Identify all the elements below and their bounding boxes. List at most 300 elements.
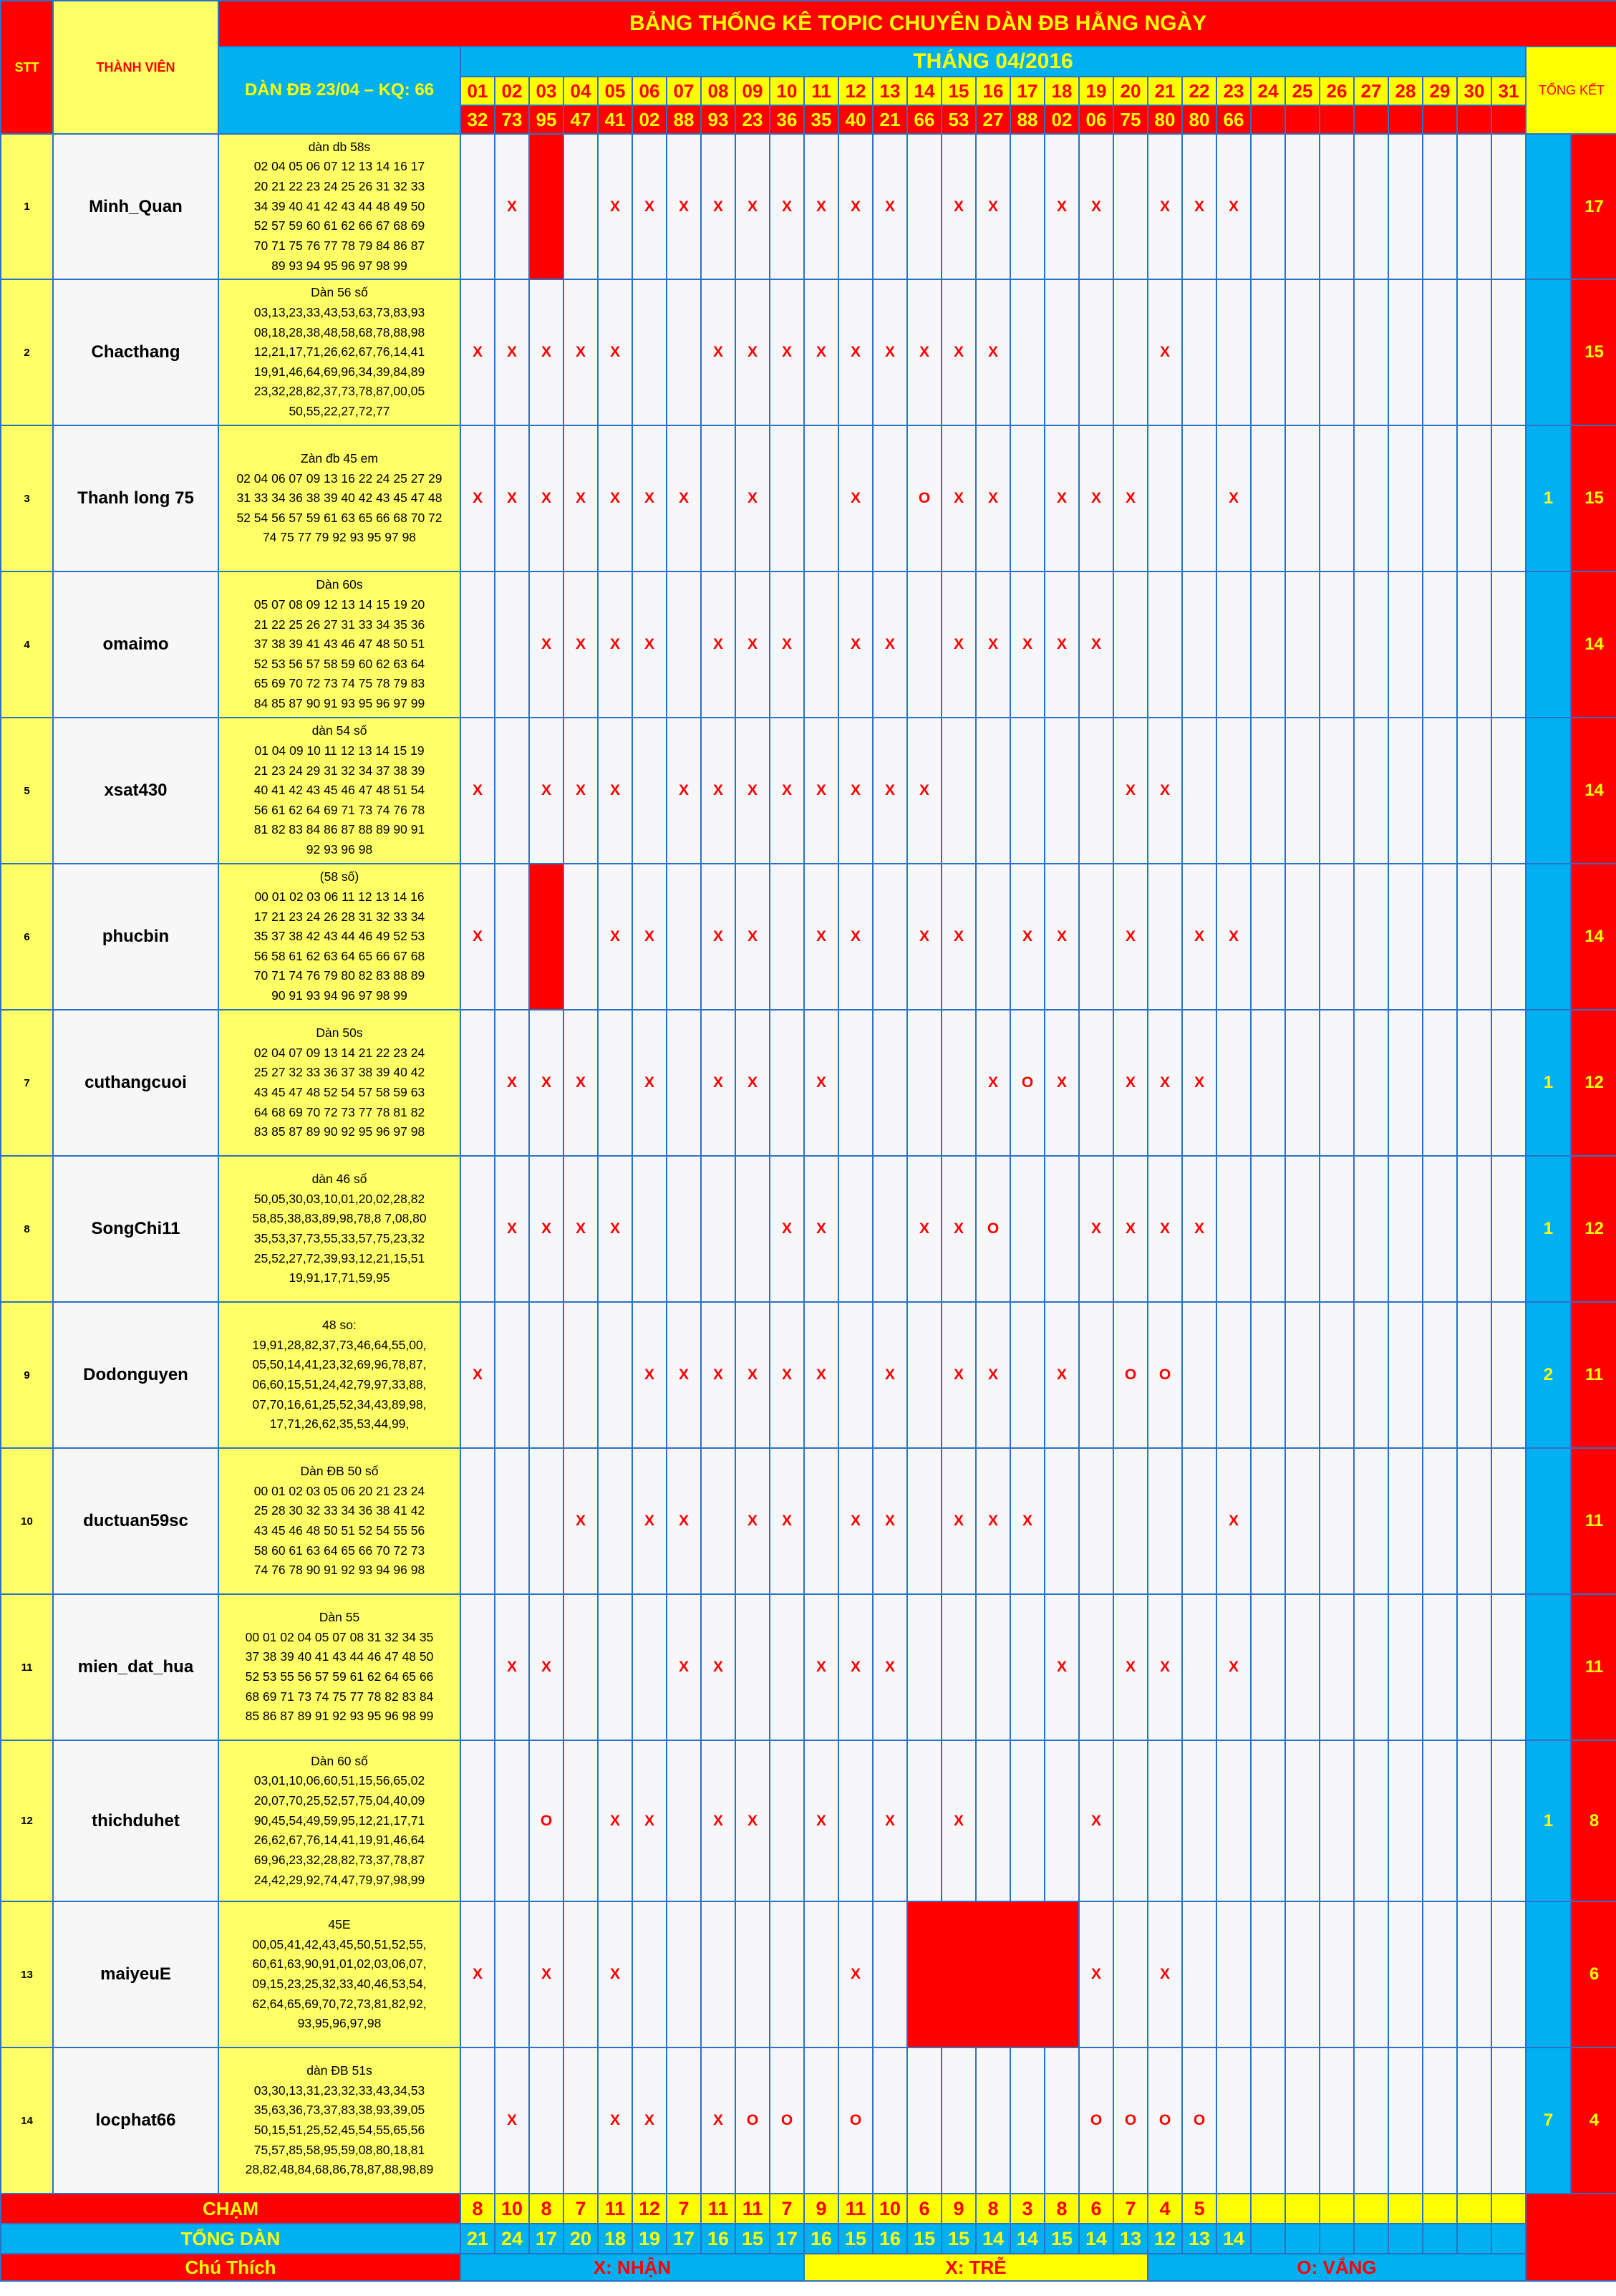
mark-cell: X [1079,1901,1113,2047]
mark-cell [460,1740,495,1901]
mark-cell [1354,1302,1388,1448]
mark-cell [838,1740,873,1901]
mark-cell [1388,425,1423,571]
mark-cell: X [1148,1156,1182,1302]
mark-cell: X [632,1740,667,1901]
mark-cell: X [942,134,976,279]
mark-cell: X [770,1156,804,1302]
tong-dan-cell: 15 [735,2224,770,2254]
dan-line: 19,91,17,71,59,95 [289,1270,390,1286]
mark-cell: X [838,134,873,279]
mark-cell [1388,1156,1423,1302]
score-1: 2 [1526,1302,1571,1448]
mark-cell [667,571,701,718]
stt-cell: 2 [1,279,53,425]
cham-cell: 7 [563,2194,598,2224]
mark-cell: X [770,571,804,718]
mark-cell [1354,1740,1388,1901]
dan-line: 50,05,30,03,10,01,20,02,28,82 [253,1191,425,1206]
mark-cell: X [529,718,563,864]
mark-cell: X [907,718,942,864]
mark-cell: X [460,279,495,425]
mark-cell: X [770,718,804,864]
dan-line: dàn db 58s [308,139,371,154]
tong-dan-cell: 14 [1010,2224,1045,2254]
result-cell: 35 [804,105,838,134]
mark-cell [1079,864,1113,1010]
mark-cell [1457,1594,1491,1740]
mark-cell [1491,1302,1526,1448]
mark-cell [1320,1901,1354,2047]
mark-cell: X [873,1448,907,1594]
mark-cell: X [701,134,735,279]
tong-dan-cell: 16 [804,2224,838,2254]
dan-list [218,571,460,718]
score-2: 14 [1571,864,1616,1010]
dan-line: 70 71 74 76 79 80 82 83 88 89 [253,968,425,983]
result-cell: 88 [667,105,701,134]
tong-dan-cell: 15 [1045,2224,1079,2254]
day-header: 10 [770,77,804,105]
mark-cell [770,425,804,571]
mark-cell: X [1010,1448,1045,1594]
mark-cell [1182,1740,1216,1901]
mark-cell [1010,1594,1045,1740]
score-2: 12 [1571,1156,1616,1302]
day-header: 01 [460,77,495,105]
result-cell: 53 [942,105,976,134]
mark-cell: X [838,571,873,718]
mark-cell: X [632,1448,667,1594]
dan-line: Dàn 56 số [311,285,368,300]
mark-cell: X [907,1156,942,1302]
mark-cell [1423,1156,1457,1302]
total-header: TỔNG KẾT [1526,47,1616,134]
mark-cell [1182,571,1216,718]
dan-line: 65 69 70 72 73 74 75 78 79 83 [253,676,425,691]
mark-cell [460,1594,495,1740]
mark-cell [667,1901,701,2047]
mark-cell: X [1182,1156,1216,1302]
mark-cell [1491,1740,1526,1901]
dan-line: 00 01 02 04 05 07 08 31 32 34 35 [245,1629,434,1644]
day-header: 08 [701,77,735,105]
cham-cell [1354,2194,1388,2224]
cham-cell [1491,2194,1526,2224]
mark-cell: X [1113,425,1148,571]
score-1: 7 [1526,2047,1571,2194]
stt-cell: 3 [1,425,53,571]
cham-cell: 7 [1113,2194,1148,2224]
mark-cell: X [838,864,873,1010]
legend-vang: O: VẮNG [1148,2254,1526,2281]
table-row [1,1901,1616,2047]
score-1 [1526,1448,1571,1594]
tong-dan-cell: 12 [1148,2224,1182,2254]
mark-cell: X [495,279,529,425]
mark-cell [563,1594,598,1740]
mark-cell: X [1079,425,1113,571]
mark-cell: X [1182,864,1216,1010]
mark-cell [632,279,667,425]
dan-line: 09,15,23,25,32,33,40,46,53,54, [252,1977,427,1991]
score-2: 14 [1571,718,1616,864]
mark-cell [1457,1302,1491,1448]
score-1: 1 [1526,425,1571,571]
result-cell: 27 [976,105,1010,134]
mark-cell [1251,718,1285,864]
mark-cell: X [1045,571,1079,718]
mark-cell [495,718,529,864]
mark-cell [1491,1156,1526,1302]
tong-dan-cell [1457,2224,1491,2254]
member-name: omaimo [53,571,218,718]
dan-line: Dàn 60 số [311,1753,368,1768]
mark-cell [907,1448,942,1594]
mark-cell: X [1113,1594,1148,1740]
mark-cell [873,1156,907,1302]
mark-cell: X [598,1901,632,2047]
mark-cell [1457,1901,1491,2047]
mark-cell [1251,279,1285,425]
mark-cell: X [873,1302,907,1448]
score-1 [1526,1901,1571,2047]
mark-cell [1320,279,1354,425]
mark-cell [1251,2047,1285,2194]
dan-line: 70 71 75 76 77 78 79 84 86 87 [253,238,425,253]
mark-cell [1148,571,1182,718]
cham-cell: 12 [632,2194,667,2224]
mark-cell [1491,1010,1526,1156]
member-name: mien_dat_hua [53,1594,218,1740]
mark-cell: X [563,425,598,571]
mark-cell [1148,1448,1182,1594]
dan-line: 12,21,17,71,26,62,67,76,14,41 [253,344,425,360]
mark-cell [907,1594,942,1740]
mark-cell: X [873,134,907,279]
mark-cell [1148,864,1182,1010]
mark-cell [1182,425,1216,571]
result-cell [1354,105,1388,134]
mark-cell: X [598,718,632,864]
mark-cell [804,571,838,718]
tong-dan-cell: 14 [976,2224,1010,2254]
day-header: 15 [942,77,976,105]
dan-header: DÀN ĐB 23/04 – KQ: 66 [218,47,460,134]
stt-cell: 4 [1,571,53,718]
mark-cell [1010,718,1045,864]
result-cell: 02 [632,105,667,134]
dan-line: 40 41 42 43 45 46 47 48 51 54 [253,783,425,798]
mark-cell [838,1302,873,1448]
dan-line: 21 23 24 29 31 32 34 37 38 39 [253,763,425,778]
mark-cell [460,1156,495,1302]
stt-cell: 9 [1,1302,53,1448]
dan-line: 64 68 69 70 72 73 77 78 81 82 [253,1104,425,1119]
day-header: 16 [976,77,1010,105]
tong-dan-cell: 15 [838,2224,873,2254]
mark-cell: X [701,1740,735,1901]
mark-cell [632,1594,667,1740]
mark-cell [1216,1740,1251,1901]
table-row [1,279,1616,425]
dan-line: 56 61 62 64 69 71 73 74 76 78 [253,802,425,817]
day-header: 06 [632,77,667,105]
day-header: 17 [1010,77,1045,105]
table-row [1,1594,1616,1740]
dan-line: 19,91,28,82,37,73,46,64,55,00, [252,1337,427,1352]
mark-cell [1216,2047,1251,2194]
mark-cell [770,1010,804,1156]
day-header: 11 [804,77,838,105]
mark-cell: X [1216,1594,1251,1740]
mark-cell [495,571,529,718]
mark-cell: X [667,1594,701,1740]
cham-cell: 5 [1182,2194,1216,2224]
dan-line: 50,55,22,27,72,77 [289,404,390,419]
mark-cell: X [873,279,907,425]
dan-line: 35 37 38 42 43 44 46 49 52 53 [253,929,425,944]
stt-cell: 14 [1,2047,53,2194]
day-header: 20 [1113,77,1148,105]
mark-cell [1045,2047,1079,2194]
dan-line: 37 38 39 40 41 43 44 46 47 48 50 [245,1649,434,1664]
dan-line: dàn ĐB 51s [306,2063,372,2078]
mark-cell [1388,718,1423,864]
mark-cell: X [1182,1010,1216,1156]
mark-cell [1423,279,1457,425]
mark-cell: X [529,425,563,571]
mark-cell [1285,279,1320,425]
mark-cell [1251,864,1285,1010]
mark-cell [495,1901,529,2047]
mark-cell [976,864,1010,1010]
mark-cell [460,2047,495,2194]
tong-dan-cell: 16 [873,2224,907,2254]
mark-cell [1388,1740,1423,1901]
mark-cell [1182,1448,1216,1594]
mark-cell [1354,571,1388,718]
tong-dan-cell [1491,2224,1526,2254]
result-cell: 73 [495,105,529,134]
mark-cell: X [942,864,976,1010]
mark-cell: X [1045,1594,1079,1740]
dan-line: 60,61,63,90,91,01,02,03,06,07, [252,1957,427,1972]
mark-cell [1113,1901,1148,2047]
dan-line: 03,01,10,06,60,51,15,56,65,02 [253,1773,425,1788]
mark-cell: X [1010,571,1045,718]
tong-dan-cell: 19 [632,2224,667,2254]
tong-dan-cell: 16 [701,2224,735,2254]
day-header: 24 [1251,77,1285,105]
cham-cell: 8 [529,2194,563,2224]
mark-cell: X [598,1740,632,1901]
mark-cell [942,2047,976,2194]
mark-cell [598,1594,632,1740]
table-row [1,1010,1616,1156]
tong-dan-cell: 13 [1113,2224,1148,2254]
table-row [1,864,1616,1010]
member-name: Minh_Quan [53,134,218,279]
mark-cell [701,1901,735,2047]
mark-cell [976,1740,1010,1901]
mark-cell: O [1113,2047,1148,2194]
mark-cell: X [1045,134,1079,279]
score-1 [1526,571,1571,718]
cham-cell: 9 [942,2194,976,2224]
mark-cell: X [1045,1302,1079,1448]
day-header: 28 [1388,77,1423,105]
dan-list [218,134,460,279]
month-label: THÁNG 04/2016 [460,47,1526,77]
dan-line: 68 69 71 73 74 75 77 78 82 83 84 [245,1689,434,1704]
mark-cell [1320,2047,1354,2194]
day-header: 25 [1285,77,1320,105]
mark-cell [1388,279,1423,425]
mark-cell [1251,1901,1285,2047]
mark-cell [770,1594,804,1740]
mark-cell [873,1901,907,2047]
tong-dan-cell: 18 [598,2224,632,2254]
mark-cell: X [529,571,563,718]
mark-cell [1148,1740,1182,1901]
mark-cell [735,1594,770,1740]
mark-cell [1079,1448,1113,1594]
mark-cell [1251,1594,1285,1740]
mark-cell [1423,1901,1457,2047]
day-header: 02 [495,77,529,105]
mark-cell [1457,1740,1491,1901]
cham-cell [1285,2194,1320,2224]
legend-nhan: X: NHẬN [460,2254,804,2281]
dan-line: 52 54 56 57 59 61 63 65 66 68 70 72 [236,510,442,525]
cham-cell: 11 [598,2194,632,2224]
mark-cell [563,1901,598,2047]
mark-cell [495,1740,529,1901]
dan-line: 89 93 94 95 96 97 98 99 [271,258,407,273]
mark-cell: X [770,279,804,425]
mark-cell: X [942,1302,976,1448]
dan-line: 08,18,28,38,48,58,68,78,88,98 [253,324,425,339]
tong-dan-cell: 17 [667,2224,701,2254]
dan-line: 00,05,41,42,43,45,50,51,52,55, [252,1936,427,1952]
score-2: 17 [1571,134,1616,279]
mark-cell [632,718,667,864]
dan-line: Dàn ĐB 50 số [300,1464,379,1479]
mark-cell [770,1901,804,2047]
result-cell [1491,105,1526,134]
mark-cell [1491,425,1526,571]
mark-cell [873,425,907,571]
mark-cell: X [1113,1156,1148,1302]
tong-dan-cell [1423,2224,1457,2254]
mark-cell [529,1448,563,1594]
mark-cell: X [598,864,632,1010]
mark-cell [907,1010,942,1156]
dan-line: 06,60,15,51,24,42,79,97,33,88, [252,1377,427,1391]
mark-cell [1010,1156,1045,1302]
mark-cell: X [907,279,942,425]
result-cell: 32 [460,105,495,134]
tong-dan-cell: 17 [529,2224,563,2254]
mark-cell [632,1901,667,2047]
mark-cell [563,134,598,279]
mark-cell [1491,864,1526,1010]
mark-cell [1182,1901,1216,2047]
mark-cell: X [976,425,1010,571]
dan-line: 03,30,13,31,23,32,33,43,34,53 [253,2083,425,2098]
dan-list [218,1901,460,2047]
mark-cell [1320,1448,1354,1594]
mark-cell: X [667,1302,701,1448]
mark-cell [1285,1302,1320,1448]
chu-thich-label: Chú Thích [1,2254,460,2281]
mark-cell [1320,425,1354,571]
tong-dan-cell: 24 [495,2224,529,2254]
table-row [1,1156,1616,1302]
mark-cell: X [770,134,804,279]
mark-cell: X [1079,571,1113,718]
mark-cell: X [1079,1740,1113,1901]
mark-cell: X [1148,1901,1182,2047]
mark-cell: X [1010,864,1045,1010]
mark-cell [1045,718,1079,864]
cham-cell: 7 [667,2194,701,2224]
cham-cell: 8 [976,2194,1010,2224]
mark-cell [1010,2047,1045,2194]
table-row [1,1740,1616,1901]
member-name: xsat430 [53,718,218,864]
dan-line: 25 27 32 33 36 37 38 39 40 42 [253,1065,425,1080]
mark-cell: X [1216,134,1251,279]
mark-cell: X [838,425,873,571]
cham-cell: 10 [873,2194,907,2224]
dan-line: 74 76 78 90 91 92 93 94 96 98 [253,1563,425,1578]
highlight-block [529,864,563,1010]
dan-line: 05 07 08 09 12 13 14 15 19 20 [253,597,425,612]
mark-cell [1113,571,1148,718]
stt-cell: 5 [1,718,53,864]
dan-line: 69,96,23,32,28,82,73,37,78,87 [253,1852,425,1867]
mark-cell: X [976,571,1010,718]
dan-list [218,2047,460,2194]
dan-line: Dàn 50s [316,1026,363,1041]
mark-cell: O [1148,1302,1182,1448]
mark-cell [1491,1901,1526,2047]
mark-cell: X [632,571,667,718]
member-name: ductuan59sc [53,1448,218,1594]
mark-cell [804,1448,838,1594]
mark-cell: X [1148,1594,1182,1740]
mark-cell [907,2047,942,2194]
dan-line: 81 82 83 84 86 87 88 89 90 91 [253,822,425,837]
mark-cell: X [1045,425,1079,571]
mark-cell [495,1448,529,1594]
result-cell [1457,105,1491,134]
mark-cell [1388,1594,1423,1740]
mark-cell: X [735,425,770,571]
cham-cell: 3 [1010,2194,1045,2224]
mark-cell [1251,1010,1285,1156]
mark-cell [563,1740,598,1901]
cham-cell: 8 [460,2194,495,2224]
dan-line: 00 01 02 03 05 06 20 21 23 24 [253,1483,425,1498]
stt-cell: 8 [1,1156,53,1302]
day-header: 13 [873,77,907,105]
mark-cell [942,1594,976,1740]
stt-cell: 1 [1,134,53,279]
mark-cell: X [804,134,838,279]
